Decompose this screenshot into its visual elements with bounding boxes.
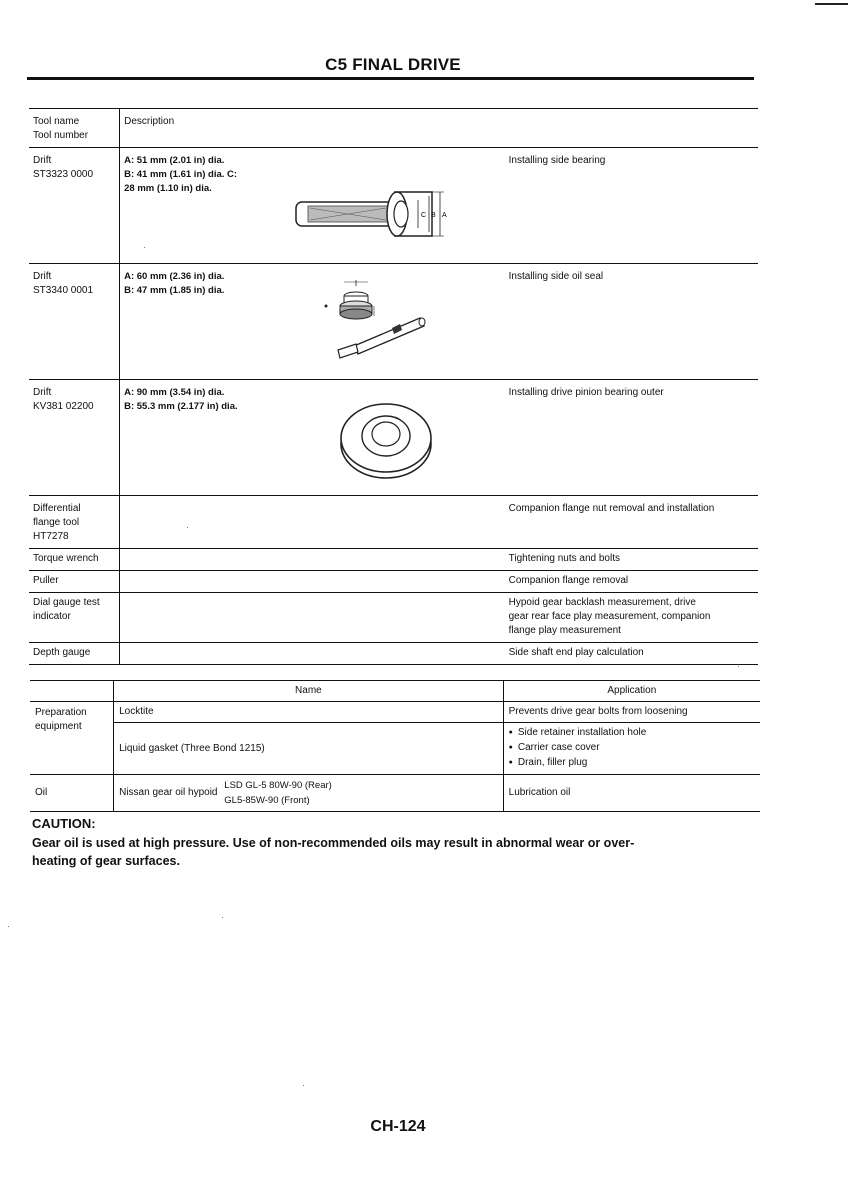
title-rule	[27, 77, 754, 80]
prep-header-application: Application	[503, 681, 760, 702]
tool-description-cell	[120, 496, 505, 549]
tool-use-cell: Companion flange nut removal and installation	[505, 496, 758, 549]
prep-category-preparation	[30, 702, 114, 775]
tool-row	[29, 593, 758, 643]
application-bullet-list	[509, 726, 755, 771]
tool-use-cell: Installing side oil seal	[505, 264, 758, 380]
special-tools-table	[29, 108, 758, 665]
prep-table-header-row	[30, 681, 760, 702]
scan-speck	[303, 1085, 304, 1086]
prep-item-name: Liquid gasket (Three Bond 1215)	[114, 723, 504, 775]
oil-grade: GL5-85W-90 (Front)	[224, 795, 310, 806]
scan-speck	[144, 247, 145, 248]
oil-grades	[224, 778, 332, 808]
oil-grade: LSD GL-5 80W-90 (Rear)	[224, 780, 332, 791]
tool-name: Torque wrench	[33, 553, 99, 564]
tool-name: Drift	[33, 271, 52, 282]
caution-block	[32, 816, 772, 870]
tool-row	[29, 148, 758, 264]
application-bullet: ● Side retainer installation hole	[509, 726, 755, 741]
tool-table-header-row	[29, 109, 758, 148]
spec-line: A: 90 mm (3.54 in) dia.	[124, 387, 225, 398]
tool-description-cell	[120, 380, 505, 496]
tool-row	[29, 549, 758, 571]
header-tool-name-text: Tool name Tool number	[33, 116, 89, 141]
prep-header-name: Name	[114, 681, 504, 702]
tool-name-cell	[29, 264, 120, 380]
tool-name-cell	[29, 496, 120, 549]
corner-mark	[815, 3, 848, 5]
oil-name: Nissan gear oil hypoid	[119, 787, 218, 798]
tool-name: Depth gauge	[33, 647, 91, 658]
prep-row-oil	[30, 775, 760, 812]
prep-item-name: Locktite	[114, 702, 504, 723]
tool-description-cell	[120, 571, 505, 593]
application-bullet: ● Carrier case cover	[509, 741, 755, 756]
figure-label-b: B	[431, 212, 436, 219]
tool-description-cell	[120, 593, 505, 643]
drift-side-bearing-figure	[294, 186, 479, 242]
tool-row	[29, 496, 758, 549]
drift-pinion-bearing-figure	[338, 398, 434, 484]
prep-row-locktite	[30, 702, 760, 723]
spec-line: B: 47 mm (1.85 in) dia.	[124, 285, 225, 296]
figure-label-c: C	[421, 212, 427, 219]
tool-name-cell	[29, 549, 120, 571]
prep-header-category	[30, 681, 114, 702]
header-use	[505, 109, 758, 148]
tool-name: Drift	[33, 387, 52, 398]
application-bullet: ● Drain, filler plug	[509, 756, 755, 771]
tool-use-cell: Side shaft end play calculation	[505, 643, 758, 665]
tool-name: Dial gauge test indicator	[33, 597, 100, 622]
spec-line: B: 55.3 mm (2.177 in) dia.	[124, 401, 238, 412]
header-tool-name	[29, 109, 120, 148]
scan-speck	[187, 527, 188, 528]
spec-line: A: 60 mm (2.36 in) dia.	[124, 271, 225, 282]
tool-description-cell	[120, 264, 505, 380]
tool-name-cell	[29, 380, 120, 496]
tool-number: ST3340 0001	[33, 285, 94, 296]
page-title: C5 FINAL DRIVE	[325, 55, 461, 74]
scan-speck	[222, 917, 223, 918]
prep-item-name	[114, 775, 504, 812]
tool-use-cell: Installing drive pinion bearing outer	[505, 380, 758, 496]
scan-speck	[8, 926, 9, 927]
drift-side-oil-seal-figure	[324, 276, 444, 366]
tool-name-cell	[29, 593, 120, 643]
prep-row-gasket	[30, 723, 760, 775]
tool-use-cell: Companion flange removal	[505, 571, 758, 593]
tool-row	[29, 643, 758, 665]
prep-item-application: Prevents drive gear bolts from loosening	[503, 702, 760, 723]
prep-item-application	[503, 723, 760, 775]
prep-item-application: Lubrication oil	[503, 775, 760, 812]
tool-name-cell	[29, 571, 120, 593]
prep-category-oil: Oil	[30, 775, 114, 812]
tool-number: HT7278	[33, 531, 69, 542]
tool-name: Drift	[33, 155, 52, 166]
tool-row	[29, 264, 758, 380]
caution-text: Gear oil is used at high pressure. Use of non-recommended oils may result in abnormal wear or over- heating of gear surfaces.	[32, 836, 635, 868]
tool-use-cell: Tightening nuts and bolts	[505, 549, 758, 571]
spec-line: B: 41 mm (1.61 in) dia. C:	[124, 169, 238, 180]
tool-row	[29, 380, 758, 496]
tool-name: Differential flange tool	[33, 503, 81, 528]
tool-row	[29, 571, 758, 593]
tool-number: KV381 02200	[33, 401, 94, 412]
tool-description-cell	[120, 643, 505, 665]
preparation-table	[30, 680, 760, 812]
figure-label-a: A	[442, 212, 447, 219]
spec-line: 28 mm (1.10 in) dia.	[124, 183, 212, 194]
tool-spec	[124, 386, 501, 414]
tool-name-cell	[29, 643, 120, 665]
spec-line: A: 51 mm (2.01 in) dia.	[124, 155, 225, 166]
tool-description-cell	[120, 549, 505, 571]
header-description: Description	[120, 109, 505, 148]
tool-use-cell: Hypoid gear backlash measurement, drive gear rear face play measurement, companion flange play measurement	[505, 593, 758, 643]
scan-speck	[738, 666, 739, 667]
tool-description-cell	[120, 148, 505, 264]
tool-name-cell	[29, 148, 120, 264]
caution-title: CAUTION:	[32, 816, 96, 831]
page-number: CH-124	[370, 1118, 426, 1135]
tool-use-cell: Installing side bearing	[505, 148, 758, 264]
prep-category-label: Preparation equipment	[35, 707, 87, 732]
tool-spec	[124, 270, 501, 298]
tool-name: Puller	[33, 575, 59, 586]
tool-number: ST3323 0000	[33, 169, 94, 180]
